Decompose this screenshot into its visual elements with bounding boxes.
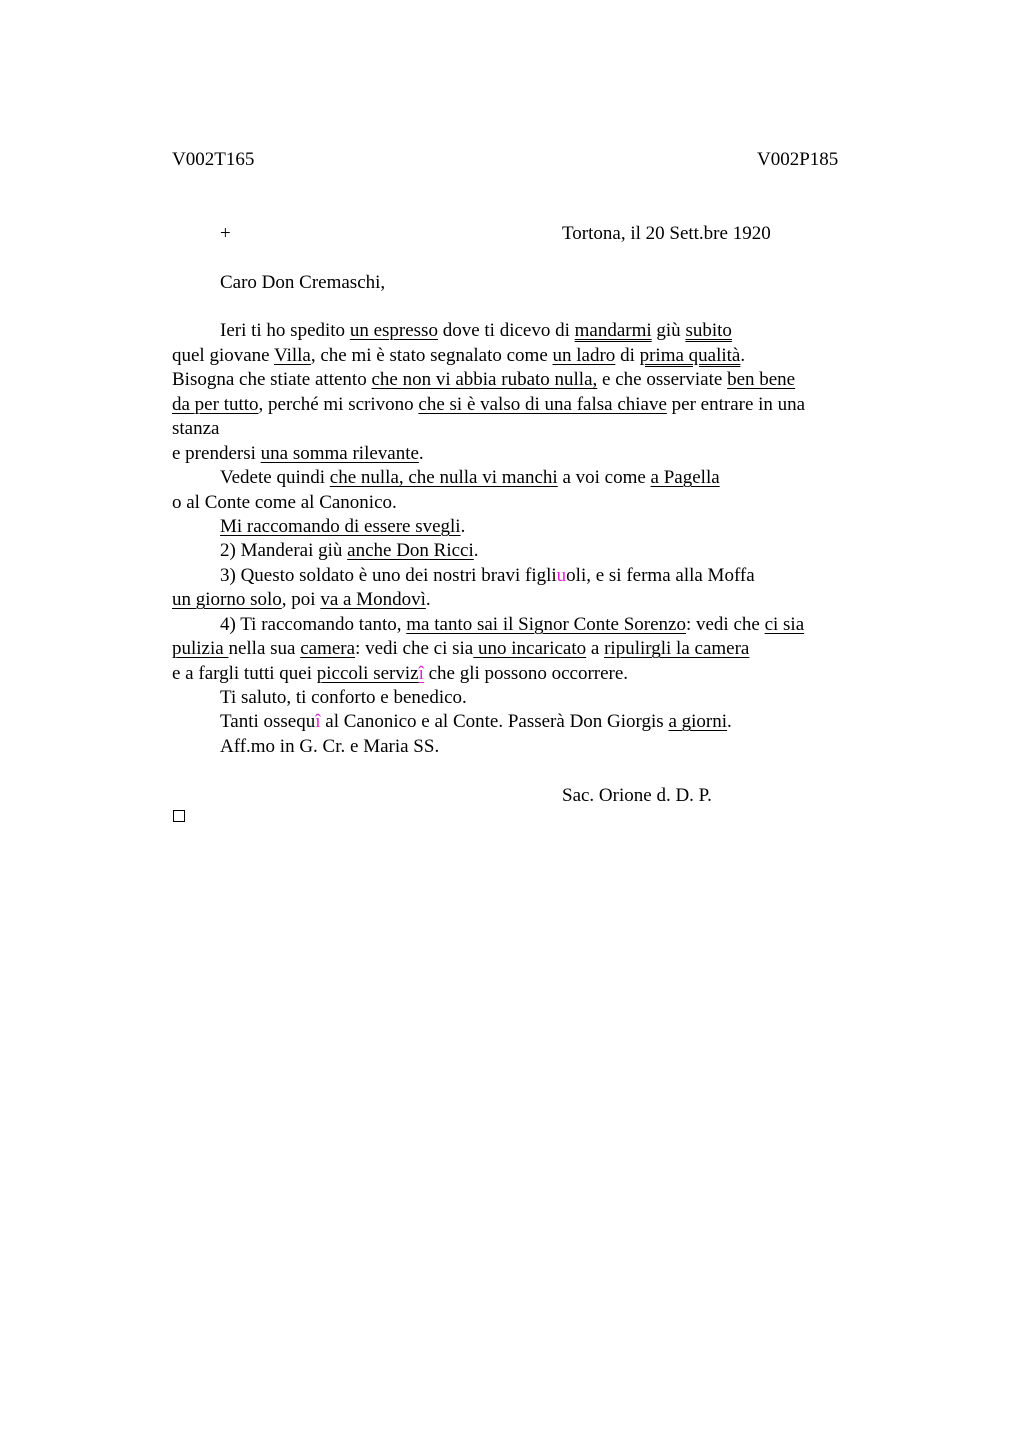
underlined-text: ci sia: [764, 614, 805, 635]
underlined-text: che si è valso di una falsa chiave: [418, 394, 667, 415]
letter-line: [172, 346, 745, 365]
text-run: a: [586, 638, 605, 659]
letter-line: [172, 664, 628, 683]
underlined-text: uno incaricato: [473, 638, 587, 659]
letter-line: [220, 712, 732, 731]
text-run: , che mi è stato segnalato come: [310, 345, 553, 366]
text-run: di: [615, 345, 640, 366]
underlined-text: ben bene: [727, 369, 796, 390]
underlined-text: che nulla, che nulla vi manchi: [329, 467, 558, 488]
salutation: Caro Don Cremaschi,: [220, 272, 386, 293]
text-run: .: [418, 443, 424, 464]
text-run: dove ti dicevo di: [437, 320, 575, 341]
header-left-code: V002T165: [172, 149, 255, 170]
text-run: .: [460, 516, 466, 537]
letter-line: [220, 615, 804, 634]
letter-line: [172, 590, 431, 609]
text-run: al Canonico e al Conte. Passerà Don Giorgis: [320, 711, 669, 732]
underlined-text: Mi raccomando di essere svegli: [220, 516, 461, 537]
underlined-text: a giorni: [668, 711, 728, 732]
underlined-text: ripulirgli la camera: [604, 638, 750, 659]
underlined-text: va a Mondovì: [320, 589, 426, 610]
text-run: 4) Ti raccomando tanto,: [220, 614, 407, 635]
underlined-text: un ladro: [552, 345, 616, 366]
underlined-text: mandarmi: [574, 320, 652, 341]
underlined-text: un espresso: [349, 320, 438, 341]
letter-line: [220, 566, 755, 585]
text-run: Ti saluto, ti conforto e benedico.: [220, 687, 467, 708]
text-run: Tanti ossequ: [220, 711, 316, 732]
text-run: , perché mi scrivono: [258, 394, 419, 415]
square-box-icon: [173, 810, 185, 822]
underlined-text: ma tanto sai il Signor Conte Sorenzo: [406, 614, 686, 635]
underlined-text: camera: [300, 638, 356, 659]
text-run: Bisogna che stiate attento: [172, 369, 372, 390]
letter-line: [172, 444, 424, 463]
text-run: .: [425, 589, 431, 610]
text-run: , poi: [281, 589, 321, 610]
text-run: per entrare in una: [666, 394, 806, 415]
text-run: : vedi che: [685, 614, 765, 635]
signature: Sac. Orione d. D. P.: [562, 785, 712, 806]
text-run: 3) Questo soldato è uno dei nostri bravi figli: [220, 565, 557, 586]
underlined-text: prima qualità: [639, 345, 741, 366]
letter-line: [172, 370, 795, 389]
date-line: Tortona, il 20 Sett.bre 1920: [562, 223, 771, 244]
underlined-text: Villa: [274, 345, 311, 366]
header-right-code: V002P185: [757, 149, 839, 170]
underlined-text: che non vi abbia rubato nulla,: [371, 369, 598, 390]
letter-line: [220, 541, 479, 560]
letter-line: [172, 493, 397, 512]
text-run: : vedi che ci sia: [355, 638, 474, 659]
letter-line: [220, 321, 732, 340]
text-run: quel giovane: [172, 345, 275, 366]
highlighted-letter: u: [556, 565, 567, 586]
underlined-text: î: [418, 663, 424, 684]
letter-line: [172, 395, 805, 414]
letter-line: [220, 468, 720, 487]
text-run: giù: [651, 320, 686, 341]
underlined-text: pulizia: [172, 638, 229, 659]
text-run: e che osserviate: [597, 369, 728, 390]
text-run: .: [727, 711, 732, 732]
underlined-text: a Pagella: [650, 467, 720, 488]
letter-line: [220, 737, 439, 756]
underlined-text: una somma rilevante: [260, 443, 419, 464]
underlined-text: da per tutto: [172, 394, 259, 415]
letter-line: [172, 419, 219, 438]
text-run: a voi come: [557, 467, 651, 488]
letter-line: [220, 517, 465, 536]
text-run: e prendersi: [172, 443, 261, 464]
underlined-text: subito: [685, 320, 732, 341]
text-run: che gli possono occorrere.: [423, 663, 629, 684]
cross-mark: +: [220, 223, 231, 244]
underlined-text: anche Don Ricci: [347, 540, 474, 561]
text-run: Aff.mo in G. Cr. e Maria SS.: [220, 736, 440, 757]
text-run: .: [473, 540, 479, 561]
highlighted-letter: î: [315, 711, 321, 732]
text-run: 2) Manderai giù: [220, 540, 348, 561]
underlined-text: piccoli serviz: [316, 663, 419, 684]
letter-line: [220, 688, 467, 707]
text-run: oli, e si ferma alla Moffa: [566, 565, 755, 586]
text-run: Vedete quindi: [220, 467, 330, 488]
text-run: e a fargli tutti quei: [172, 663, 317, 684]
letter-line: [172, 639, 749, 658]
text-run: o al Conte come al Canonico.: [172, 492, 397, 513]
underlined-text: un giorno solo: [172, 589, 282, 610]
text-run: nella sua: [228, 638, 301, 659]
text-run: Ieri ti ho spedito: [220, 320, 350, 341]
text-run: stanza: [172, 418, 220, 439]
text-run: .: [740, 345, 746, 366]
